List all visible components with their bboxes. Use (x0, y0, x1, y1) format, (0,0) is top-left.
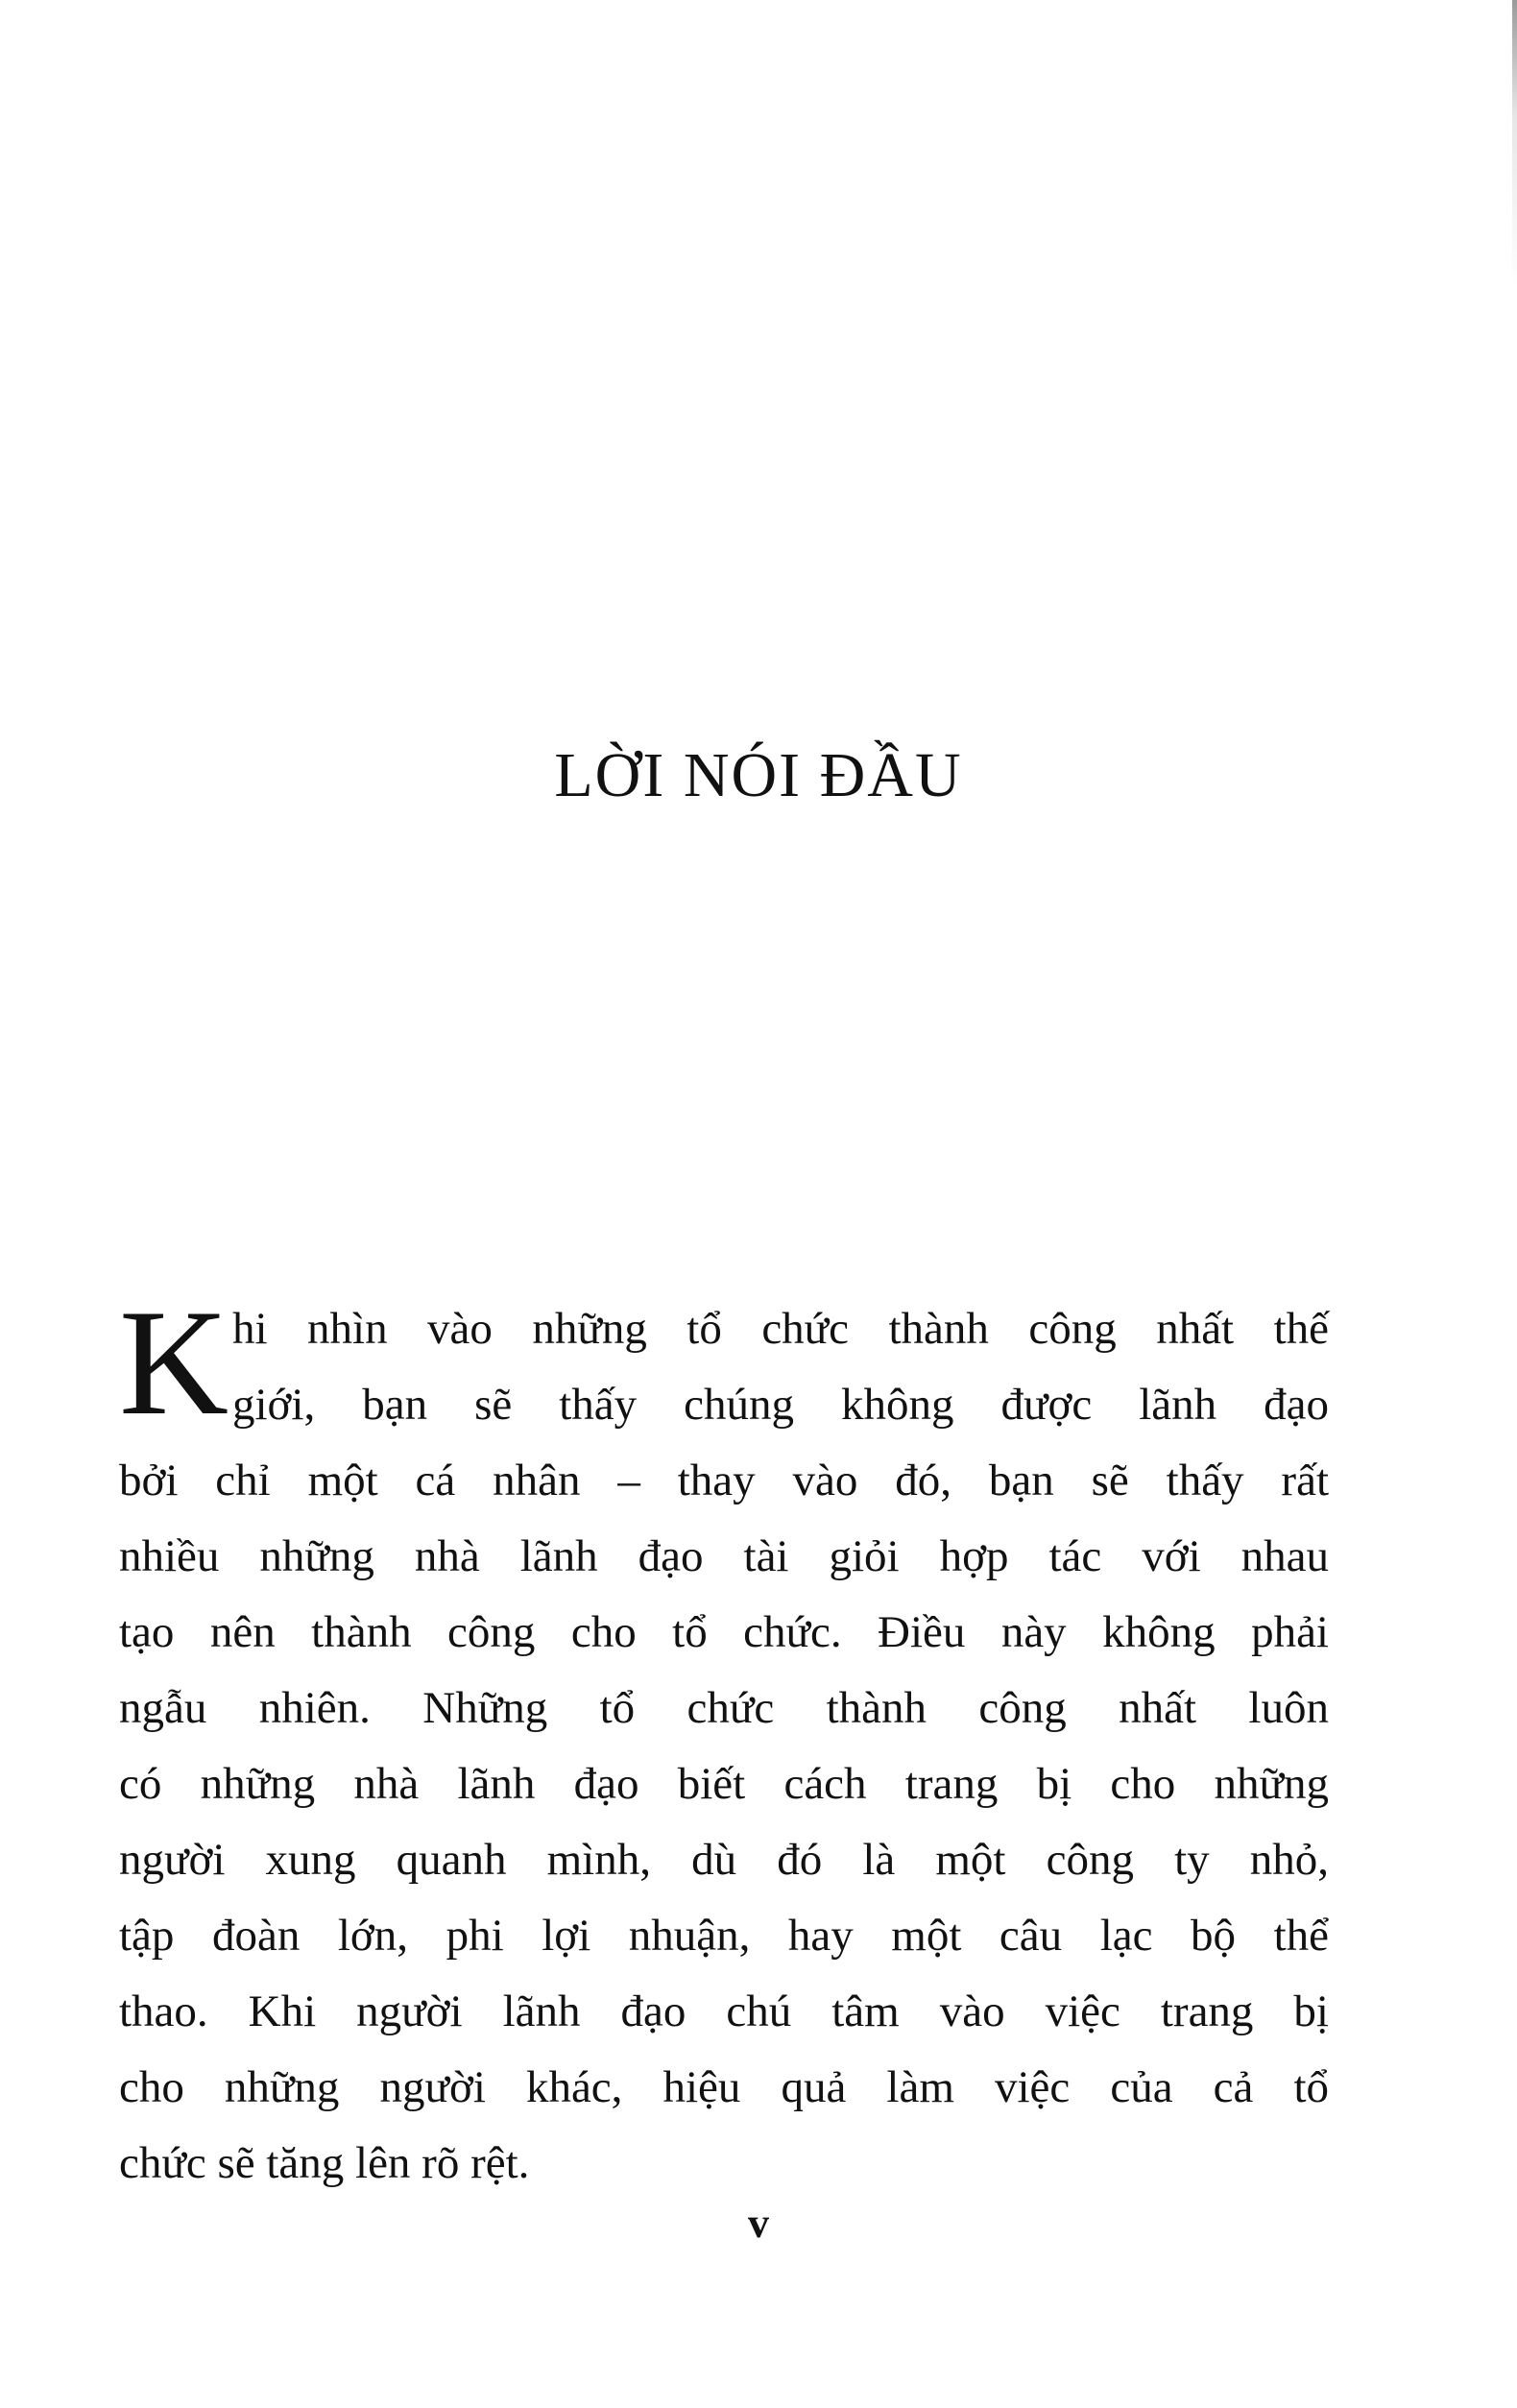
text-line: cho những người khác, hiệu quả làm việc của cả tổ (119, 2062, 1329, 2112)
scan-edge-shadow (1512, 0, 1517, 288)
text-line: hi nhìn vào những tổ chức thành công nhất thế (232, 1304, 1329, 1354)
text-line: bởi chỉ một cá nhân – thay vào đó, bạn sẽ thấy rất (119, 1456, 1329, 1505)
text-line: người xung quanh mình, dù đó là một công ty nhỏ, (119, 1835, 1329, 1885)
text-line: chức sẽ tăng lên rõ rệt. (119, 2138, 530, 2188)
text-line: tạo nên thành công cho tổ chức. Điều này không phải (119, 1607, 1329, 1657)
text-line: tập đoàn lớn, phi lợi nhuận, hay một câu lạc bộ thể (119, 1911, 1329, 1961)
text-line: nhiều những nhà lãnh đạo tài giỏi hợp tác với nhau (119, 1531, 1329, 1581)
text-line: ngẫu nhiên. Những tổ chức thành công nhất luôn (119, 1683, 1329, 1733)
text-line: giới, bạn sẽ thấy chúng không được lãnh đạo (232, 1380, 1329, 1430)
chapter-heading: LỜI NÓI ĐẦU (554, 740, 963, 810)
drop-cap: K (119, 1279, 229, 1447)
page-number: v (748, 2200, 769, 2247)
body-paragraph (119, 1279, 1329, 2202)
text-line: có những nhà lãnh đạo biết cách trang bị cho những (119, 1759, 1329, 1809)
text-line: thao. Khi người lãnh đạo chú tâm vào việc trang bị (119, 1987, 1329, 2036)
